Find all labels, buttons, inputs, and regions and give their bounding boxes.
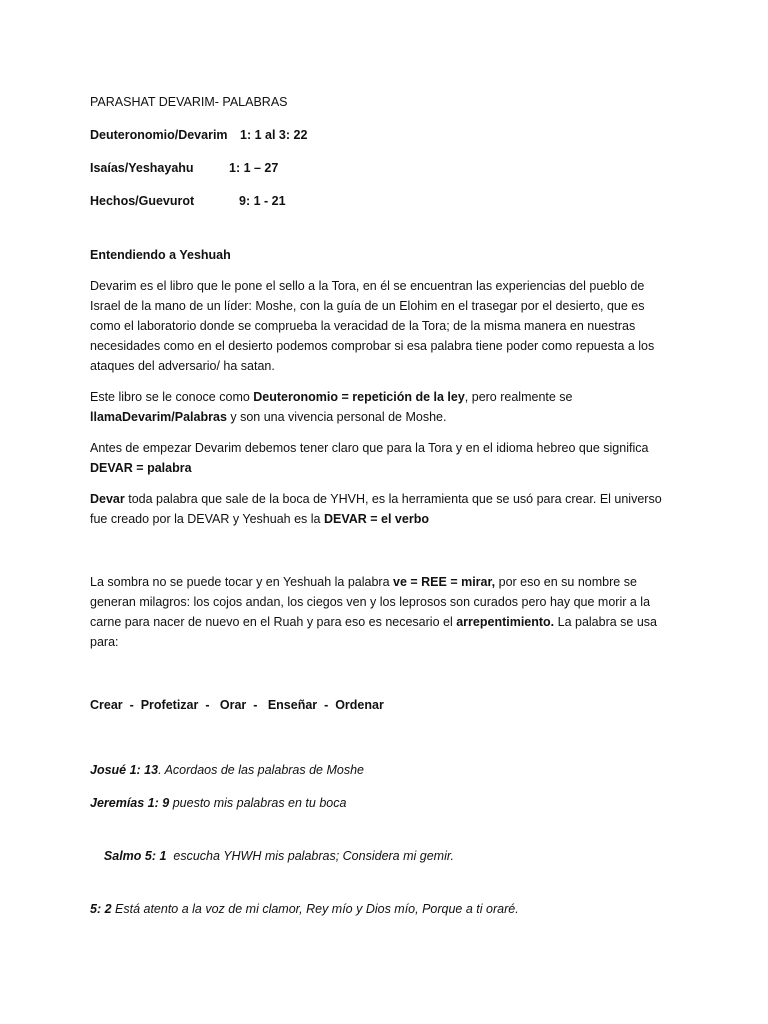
- verse-text: Está atento a la voz de mi clamor, Rey mío y Dios mío, Porque a ti oraré.: [111, 902, 519, 916]
- text-bold: Devar: [90, 492, 125, 506]
- reading-row-isaias: [90, 158, 670, 178]
- verse-salmo-5-1: [90, 826, 670, 886]
- reading-ref: 1: 1 al 3: 22: [240, 128, 308, 142]
- verse-josue: [90, 760, 670, 780]
- verse-ref: Jeremías 1: 9: [90, 796, 170, 810]
- verse-ref: 5: 2: [90, 902, 112, 916]
- verse-text: puesto mis palabras en tu boca: [169, 796, 347, 810]
- text-bold: DEVAR = el verbo: [323, 512, 429, 526]
- text: , pero realmente se: [464, 390, 573, 404]
- paragraph-devarim-intro: Devarim es el libro que le pone el sello a la Tora, en él se encuentran las experiencias del pueblo de Israel de la mano de un líder: Moshe, con la guía de un Elohim en el trasegar por el desierto, que es como el laboratorio donde se comprueba la veracidad de la Tora; de la misma manera en nuestras necesidades como en el desierto podemos comprobar si esa palabra tiene poder como repuesta a los ataques del adversario/ ha satan.: [90, 279, 655, 373]
- text: toda palabra que sale de la boca de YHVH, es la herramienta que se usó para crear. El universo fue creado por la DEVAR y Yeshuah es la: [90, 492, 662, 526]
- text: La palabra se usa para:: [90, 615, 658, 649]
- text-bold: Deuteronomio = repetición de la ley: [253, 390, 465, 404]
- reading-book: Hechos/Guevurot: [90, 194, 195, 208]
- reading-ref: 9: 1 - 21: [239, 194, 286, 208]
- section-heading: Entendiendo a Yeshuah: [90, 248, 231, 262]
- text: Este libro se le conoce como: [90, 390, 254, 404]
- paragraph-sombra: [90, 572, 670, 652]
- reading-ref: 1: 1 – 27: [229, 161, 279, 175]
- reading-book: Deuteronomio/Devarim: [90, 128, 228, 142]
- text-bold: arrepentimiento.: [456, 615, 555, 629]
- reading-row-deuteronomio: [90, 125, 670, 145]
- reading-row-hechos: [90, 191, 670, 211]
- verse-ref: Josué 1: 13: [90, 763, 159, 777]
- paragraph-deuteronomio: [90, 387, 670, 427]
- verse-salmo-5-2: [90, 899, 670, 919]
- text: y son una vivencia personal de Moshe.: [226, 410, 447, 424]
- verse-jeremias: [90, 793, 670, 813]
- text: Antes de empezar Devarim debemos tener claro que para la Tora y en el idioma hebreo que significa: [90, 441, 649, 455]
- verse-ref: Salmo 5: 1: [103, 849, 167, 863]
- verse-text: escucha YHWH mis palabras; Considera mi gemir.: [166, 849, 455, 863]
- paragraph-devar-meaning: [90, 438, 670, 478]
- text-bold: DEVAR = palabra: [90, 461, 192, 475]
- verse-text: . Acordaos de las palabras de Moshe: [158, 763, 365, 777]
- text-bold: llamaDevarim/Palabras: [90, 410, 227, 424]
- paragraph-devar-verbo: [90, 489, 670, 529]
- uses-line: Crear - Profetizar - Orar - Enseñar - Ordenar: [90, 698, 384, 712]
- document-page: [90, 92, 670, 919]
- reading-book: Isaías/Yeshayahu: [90, 161, 194, 175]
- document-title: PARASHAT DEVARIM- PALABRAS: [90, 95, 288, 109]
- text: La sombra no se puede tocar y en Yeshuah la palabra: [90, 575, 393, 589]
- text: por eso en su nombre se generan milagros: los cojos andan, los ciegos ven y los leprosos son curados pero hay que morir a la carne para nacer de nuevo en el Ruah y para eso es necesario el: [90, 575, 651, 629]
- text-bold: ve = REE = mirar,: [393, 575, 496, 589]
